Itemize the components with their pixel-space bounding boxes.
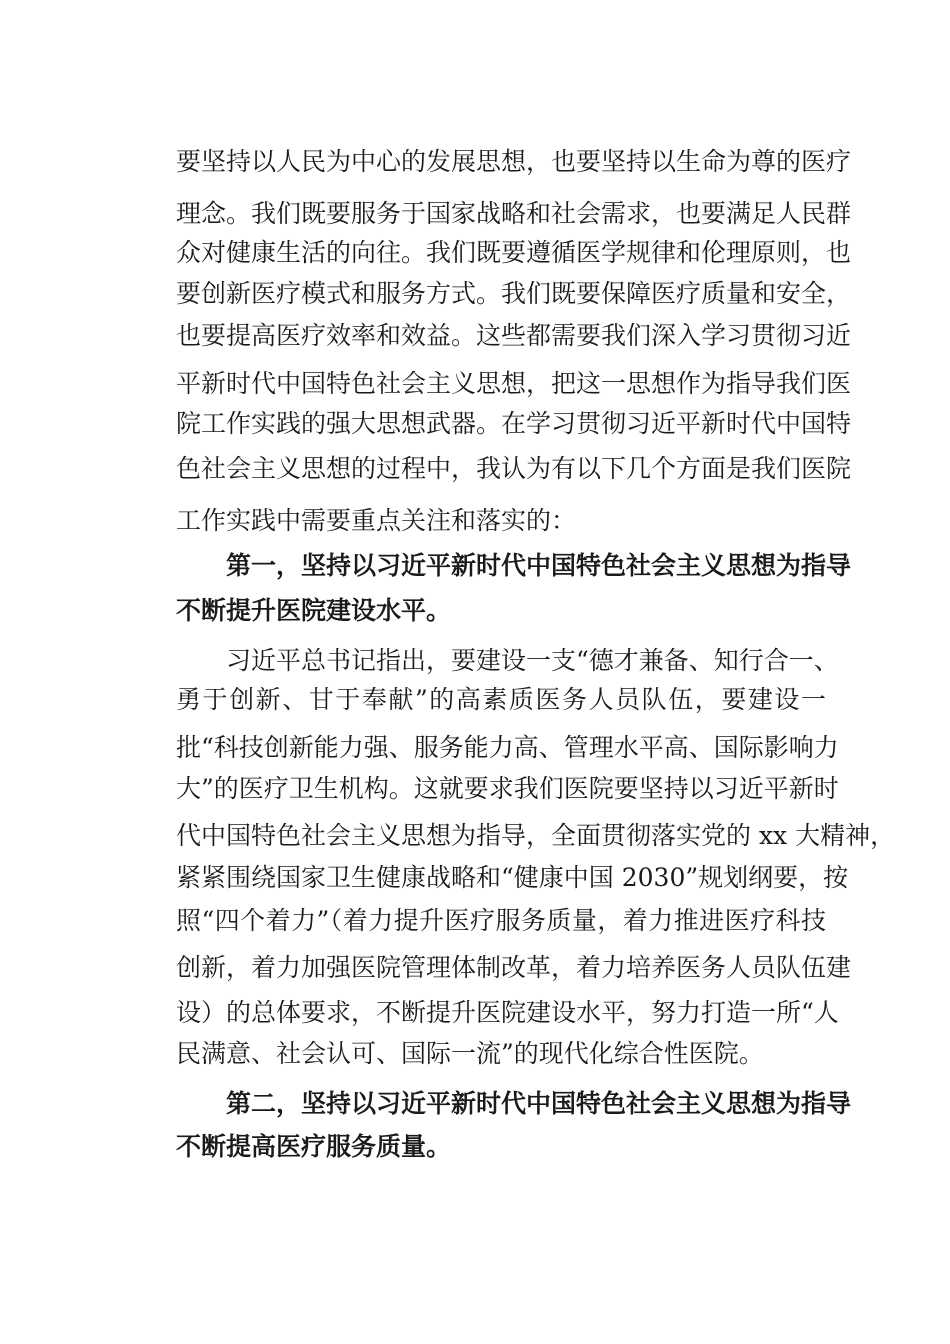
text-line: 要创新医疗模式和服务方式。我们既要保障医疗质量和安全， [176, 279, 852, 308]
section-heading-1-cont: 不断提升医院建设水平。 [176, 596, 452, 625]
section-heading-2-cont: 不断提高医疗服务质量。 [176, 1132, 452, 1161]
section-heading-1: 第一，坚持以习近平新时代中国特色社会主义思想为指导 [226, 551, 852, 580]
text-line: 也要提高医疗效率和效益。这些都需要我们深入学习贯彻习近 [176, 321, 852, 350]
text-line: 照“四个着力”（着力提升医疗服务质量，着力推进医疗科技 [176, 906, 826, 935]
text-line: 院工作实践的强大思想武器。在学习贯彻习近平新时代中国特 [176, 409, 852, 438]
text-line: 众对健康生活的向往。我们既要遵循医学规律和伦理原则，也 [176, 238, 852, 267]
text-line: 代中国特色社会主义思想为指导，全面贯彻落实党的 xx 大精神， [176, 821, 896, 850]
text-line: 要坚持以人民为中心的发展思想，也要坚持以生命为尊的医疗 [176, 147, 852, 176]
text-line: 设）的总体要求，不断提升医院建设水平，努力打造一所“人 [176, 998, 839, 1027]
text-line: 批“科技创新能力强、服务能力高、管理水平高、国际影响力 [176, 733, 839, 762]
text-line: 工作实践中需要重点关注和落实的： [176, 506, 577, 535]
text-line: 习近平总书记指出，要建设一支“德才兼备、知行合一、 [226, 646, 839, 675]
text-line: 平新时代中国特色社会主义思想，把这一思想作为指导我们医 [176, 369, 852, 398]
text-line: 民满意、社会认可、国际一流”的现代化综合性医院。 [176, 1039, 764, 1068]
text-line: 勇于创新、甘于奉献”的高素质医务人员队伍，要建设一 [176, 685, 826, 714]
text-line: 紧紧围绕国家卫生健康战略和“健康中国 2030”规划纲要，按 [176, 863, 849, 892]
section-heading-2: 第二，坚持以习近平新时代中国特色社会主义思想为指导 [226, 1089, 852, 1118]
text-line: 色社会主义思想的过程中，我认为有以下几个方面是我们医院 [176, 454, 852, 483]
text-line: 大”的医疗卫生机构。这就要求我们医院要坚持以习近平新时 [176, 774, 839, 803]
text-line: 理念。我们既要服务于国家战略和社会需求，也要满足人民群 [176, 199, 852, 228]
text-line: 创新，着力加强医院管理体制改革，着力培养医务人员队伍建 [176, 953, 852, 982]
